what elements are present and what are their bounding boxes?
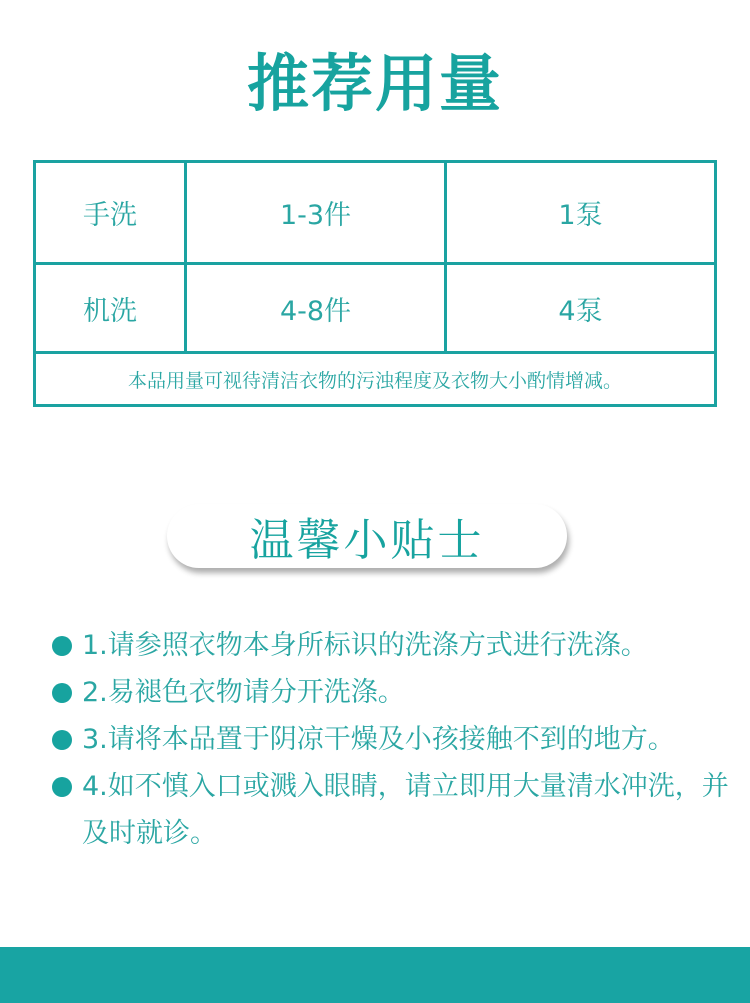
tips-heading: 温馨小贴士 <box>167 504 567 568</box>
list-item <box>50 763 730 857</box>
footer-bar <box>0 947 750 1003</box>
item-quantity-cell: 4-8件 <box>187 265 447 351</box>
dosage-note: 本品用量可视待清洁衣物的污浊程度及衣物大小酌情增减。 <box>127 369 622 392</box>
dosage-table <box>33 160 717 407</box>
tip-text: 2.易褪色衣物请分开洗涤。 <box>82 677 405 708</box>
bullet-dot-icon <box>52 777 72 797</box>
table-row <box>36 163 714 265</box>
table-row <box>36 265 714 354</box>
pump-dose-cell: 1泵 <box>558 200 603 231</box>
item-quantity-cell: 1-3件 <box>187 163 447 262</box>
list-item <box>50 716 730 763</box>
page-title: 推荐用量 <box>246 47 503 120</box>
wash-method-cell: 手洗 <box>36 163 187 262</box>
bullet-dot-icon <box>52 683 72 703</box>
tip-text: 1.请参照衣物本身所标识的洗涤方式进行洗涤。 <box>82 630 648 661</box>
list-item <box>50 669 730 716</box>
tip-text: 4.如不慎入口或溅入眼睛，请立即用大量清水冲洗，并及时就诊。 <box>82 771 729 849</box>
list-item <box>50 622 730 669</box>
tip-text: 3.请将本品置于阴凉干燥及小孩接触不到的地方。 <box>82 724 675 755</box>
pump-dose-cell: 4泵 <box>558 295 603 327</box>
bullet-dot-icon <box>52 636 72 656</box>
bullet-dot-icon <box>52 730 72 750</box>
wash-method-cell: 机洗 <box>36 265 187 351</box>
table-note-row <box>36 354 714 404</box>
tips-list <box>50 622 730 857</box>
